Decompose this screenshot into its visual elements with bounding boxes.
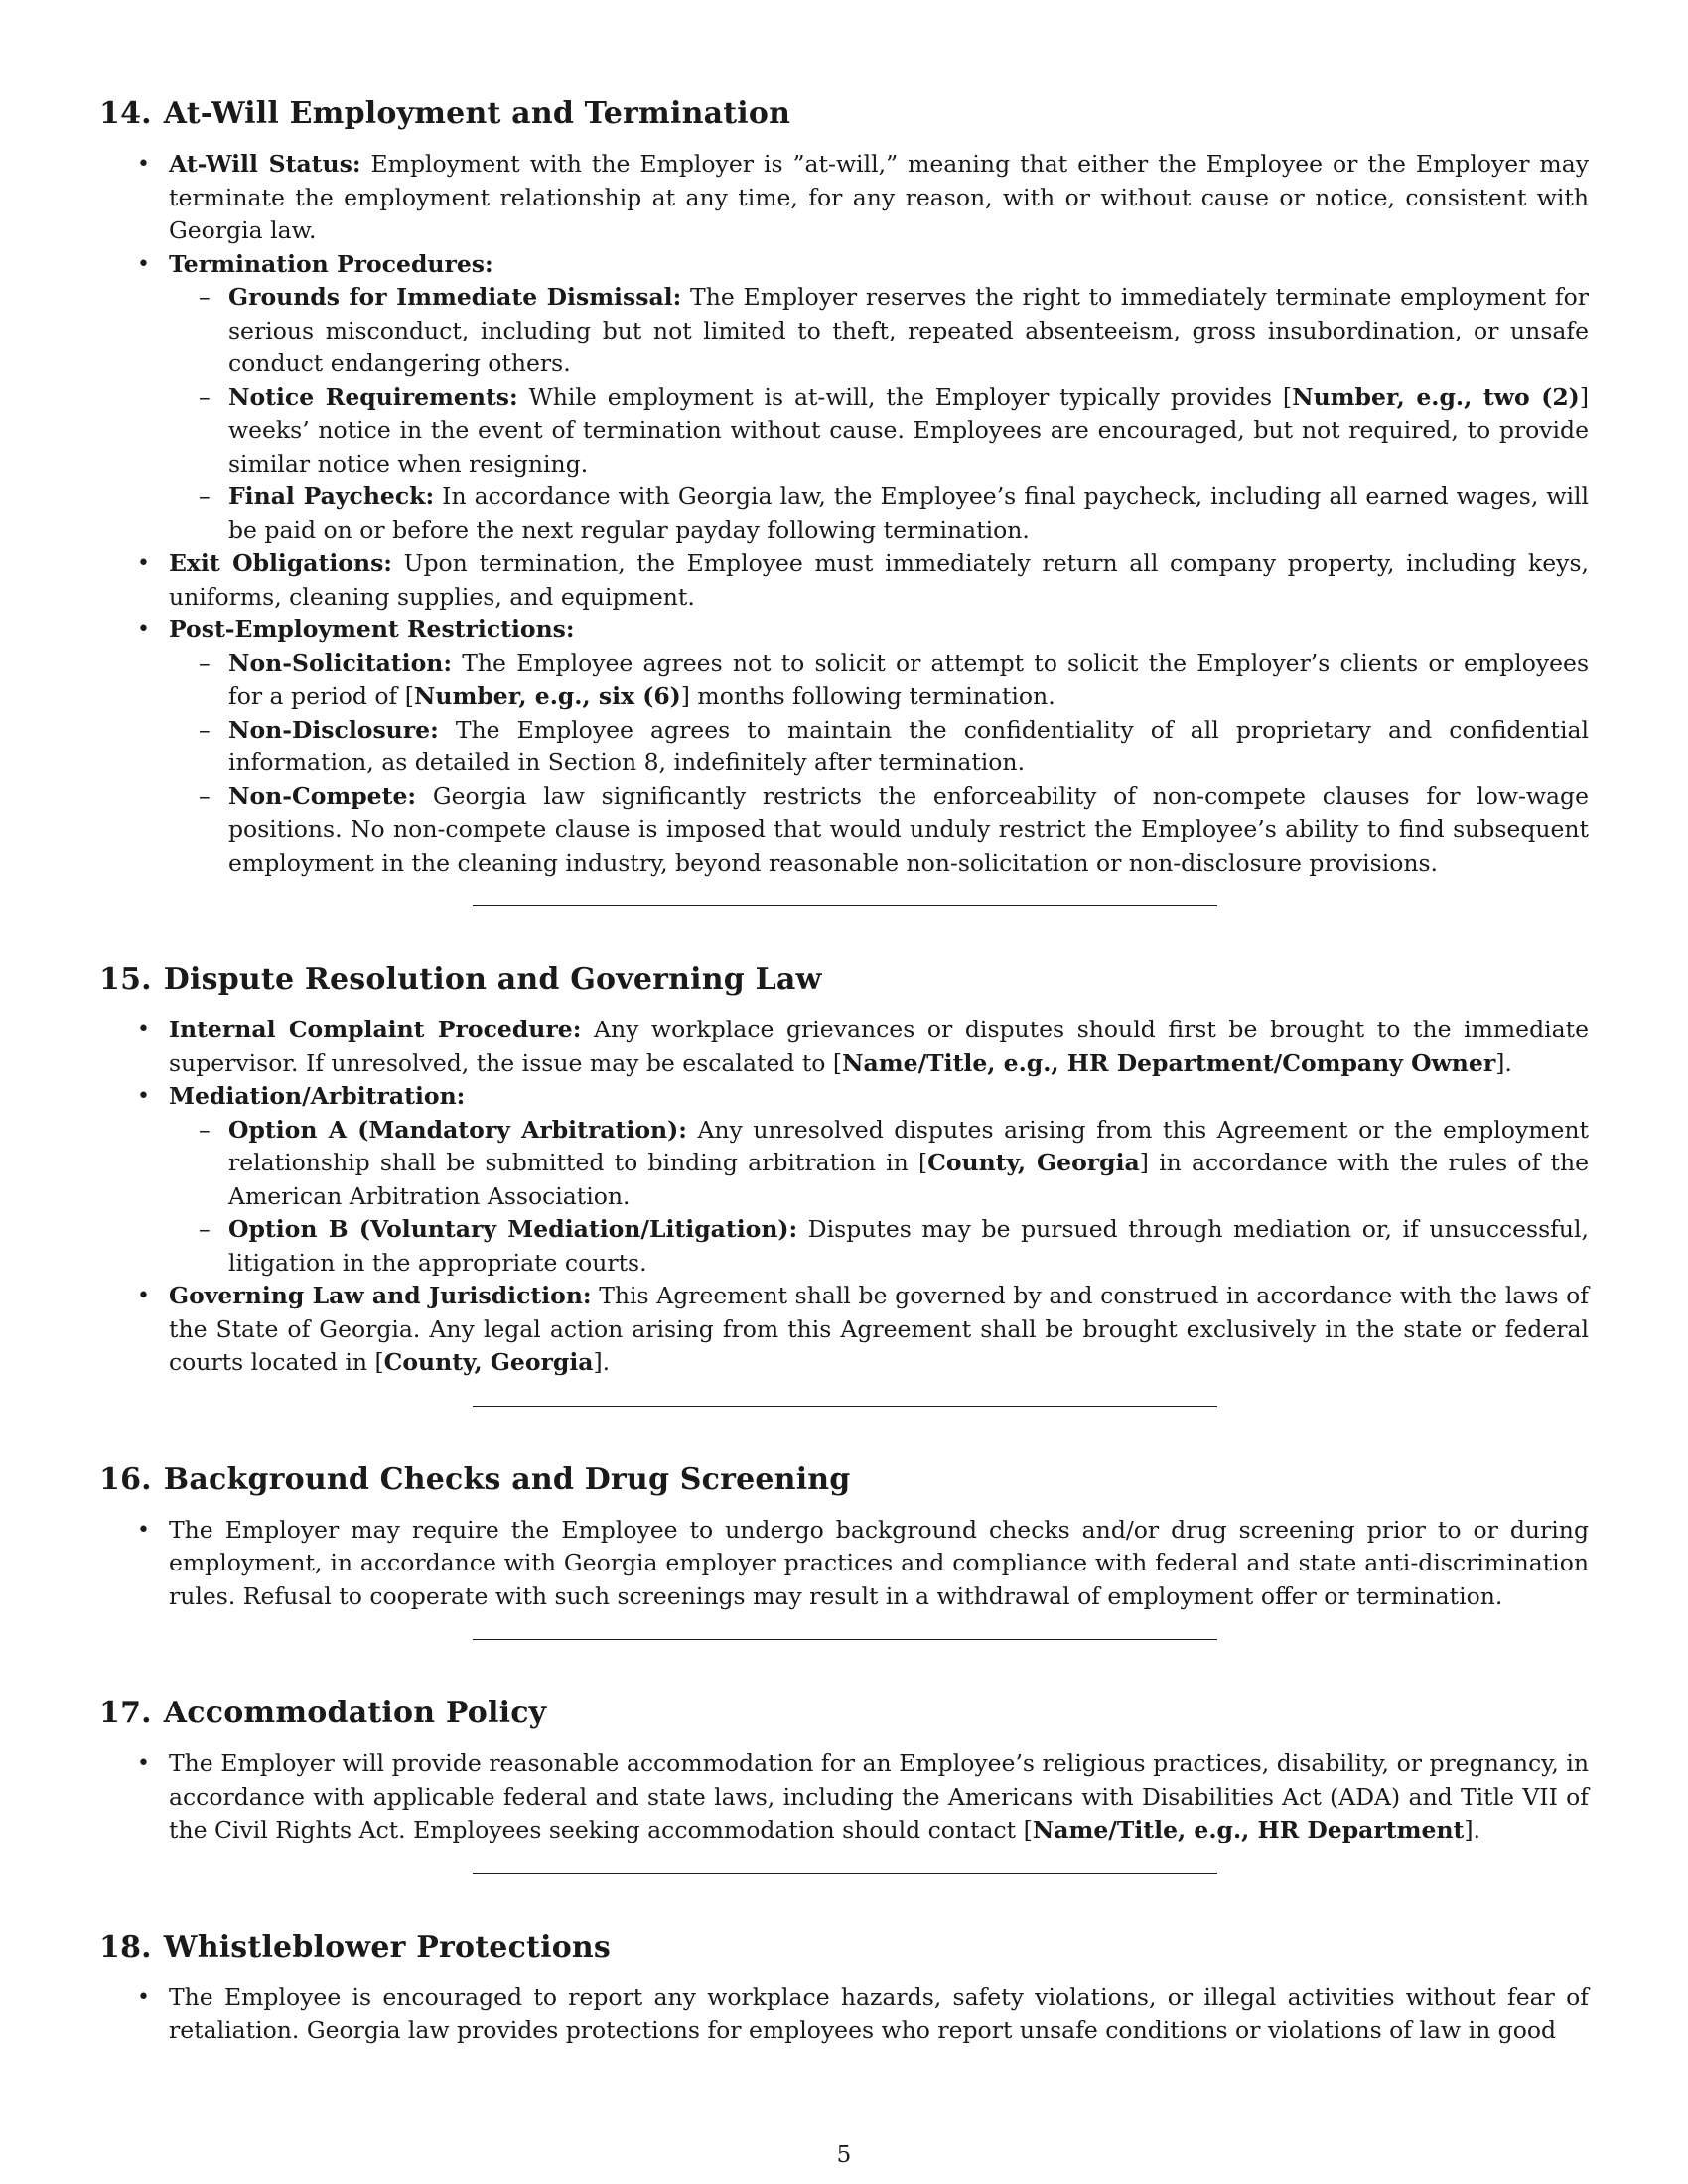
bullet-list — [99, 1981, 1589, 2048]
list-item — [99, 1080, 1589, 1280]
sub-list — [169, 1114, 1589, 1281]
list-item — [99, 1747, 1589, 1847]
section-number: 14. — [99, 96, 152, 131]
sub-list-item — [169, 1213, 1589, 1280]
item-text: ] months following termination. — [680, 682, 1055, 710]
placeholder-field: County, Georgia — [383, 1348, 594, 1376]
item-text: Employment with the Employer is ”at-will,” meaning that either the Employee or the Employer may terminate the employment relationship at any time, for any reason, with or without cause or notice, consistent with Georgia law. — [169, 150, 1589, 244]
section-heading: Accommodation Policy — [163, 1696, 547, 1730]
sub-list — [169, 281, 1589, 547]
bullet-list — [99, 1014, 1589, 1380]
item-text: ] weeks’ notice in the event of termination without cause. Employees are encouraged, but not required, to provide similar notice when resigning. — [228, 382, 1589, 478]
item-label: Internal Complaint Procedure: — [169, 1016, 582, 1043]
placeholder-field: Number, e.g., two (2) — [1292, 382, 1580, 411]
section-title — [99, 1928, 1589, 1968]
sub-list-item — [169, 780, 1589, 881]
list-item — [99, 1014, 1589, 1080]
list-item — [99, 614, 1589, 880]
document-page — [99, 94, 1589, 2048]
sub-list — [169, 647, 1589, 881]
sub-list-item — [169, 281, 1589, 381]
section-number: 18. — [99, 1929, 152, 1965]
item-label: Non-Compete: — [228, 781, 417, 810]
section-title — [99, 960, 1589, 1000]
section-heading: At-Will Employment and Termination — [163, 96, 791, 131]
item-label: At-Will Status: — [169, 150, 361, 178]
sub-list-item — [169, 647, 1589, 714]
section-heading: Background Checks and Drug Screening — [163, 1461, 851, 1497]
item-text: ] in accordance with the rules of the American Arbitration Association. — [228, 1149, 1589, 1210]
item-text: ]. — [1464, 1816, 1481, 1843]
item-label: Post-Employment Restrictions: — [169, 615, 575, 643]
item-label: Exit Obligations: — [169, 549, 392, 577]
bullet-list — [99, 1747, 1589, 1847]
item-text: Disputes may be pursued through mediation or, if unsuccessful, litigation in the appropriate courts. — [228, 1215, 1589, 1277]
item-text: Any workplace grievances or disputes should first be brought to the immediate supervisor. If unresolved, the issue may be escalated to [ — [169, 1016, 1590, 1077]
section-title — [99, 1460, 1589, 1500]
item-text: ]. — [593, 1348, 611, 1376]
placeholder-field: County, Georgia — [927, 1149, 1140, 1176]
section-title — [99, 94, 1589, 134]
section-14 — [99, 94, 1589, 960]
item-text: ]. — [1495, 1048, 1512, 1077]
list-item — [99, 1280, 1589, 1380]
placeholder-field: Number, e.g., six (6) — [413, 682, 681, 710]
list-item — [99, 148, 1589, 248]
sub-list-item — [169, 714, 1589, 780]
section-heading: Dispute Resolution and Governing Law — [163, 962, 822, 997]
sub-list-item — [169, 1114, 1589, 1214]
item-text: This Agreement shall be governed by and construed in accordance with the laws of the State of Georgia. Any legal action arising from this Agreement shall be brought exclusively in the state or federal courts located in [ — [169, 1282, 1589, 1376]
bullet-list — [99, 148, 1589, 880]
list-item — [99, 1981, 1589, 2048]
item-text: The Employee agrees not to solicit or attempt to solicit the Employer’s clients or employees for a period of [ — [228, 648, 1589, 710]
item-text: The Employee agrees to maintain the confidentiality of all proprietary and confidential information, as detailed in Section 8, indefinitely after termination. — [228, 715, 1589, 776]
section-number: 16. — [99, 1461, 152, 1497]
sub-list-item — [169, 381, 1589, 481]
item-label: Termination Procedures: — [169, 249, 493, 278]
bullet-list — [99, 1514, 1589, 1614]
item-text: The Employer will provide reasonable accommodation for an Employee’s religious practices, disability, or pregnancy, in accordance with applicable federal and state laws, including the Americans with Disabilities Act (ADA) and Title VII of the Civil Rights Act. Employees seeking accommodation should contact [ — [169, 1749, 1589, 1843]
item-label: Non-Solicitation: — [228, 648, 453, 677]
item-text: The Employer may require the Employee to undergo background checks and/or drug screening prior to or during employment, in accordance with Georgia employer practices and compliance with federal and state anti-discrimination rules. Refusal to cooperate with such screenings may result in a withdrawal of employment offer or termination. — [169, 1515, 1589, 1610]
section-number: 17. — [99, 1696, 152, 1730]
item-text: The Employer reserves the right to immediately terminate employment for serious misconduct, including but not limited to theft, repeated absenteeism, gross insubordination, or unsafe conduct endangering others. — [228, 283, 1589, 377]
item-text: In accordance with Georgia law, the Employee’s final paycheck, including all earned wages, will be paid on or before the next regular payday following termination. — [228, 482, 1589, 544]
item-label: Notice Requirements: — [228, 382, 518, 411]
section-number: 15. — [99, 962, 152, 997]
section-15 — [99, 960, 1589, 1460]
sub-list-item — [169, 480, 1589, 547]
item-label: Governing Law and Jurisdiction: — [169, 1282, 592, 1309]
section-title — [99, 1694, 1589, 1733]
placeholder-field: Name/Title, e.g., HR Department/Company Owner — [842, 1048, 1496, 1077]
item-label: Mediation/Arbitration: — [169, 1082, 466, 1110]
page-number: 5 — [836, 2142, 852, 2168]
list-item — [99, 1514, 1589, 1614]
item-text: Georgia law significantly restricts the enforceability of non-compete clauses for low-wage positions. No non-compete clause is imposed that would unduly restrict the Employee’s ability to find subsequent employment in the cleaning industry, beyond reasonable non-solicitation or non-disclosure provisions. — [228, 781, 1589, 877]
item-label: Final Paycheck: — [228, 482, 435, 510]
section-16 — [99, 1460, 1589, 1695]
item-label: Non-Disclosure: — [228, 715, 439, 744]
item-text: The Employee is encouraged to report any workplace hazards, safety violations, or illegal activities without fear of retaliation. Georgia law provides protections for employees who report unsafe conditions or violations of law in good — [169, 1982, 1589, 2044]
section-17 — [99, 1694, 1589, 1928]
section-18 — [99, 1928, 1589, 2048]
item-text: Upon termination, the Employee must immediately return all company property, including keys, uniforms, cleaning supplies, and equipment. — [169, 549, 1589, 611]
item-label: Grounds for Immediate Dismissal: — [228, 283, 682, 311]
item-label: Option A (Mandatory Arbitration): — [228, 1115, 687, 1144]
list-item — [99, 248, 1589, 548]
list-item — [99, 547, 1589, 614]
item-text: Any unresolved disputes arising from this Agreement or the employment relationship shall be submitted to binding arbitration in [ — [228, 1115, 1590, 1176]
item-label: Option B (Voluntary Mediation/Litigation): — [228, 1215, 798, 1243]
placeholder-field: Name/Title, e.g., HR Department — [1032, 1816, 1465, 1843]
section-heading: Whistleblower Protections — [163, 1929, 612, 1965]
item-text: While employment is at-will, the Employer typically provides [ — [517, 382, 1293, 411]
